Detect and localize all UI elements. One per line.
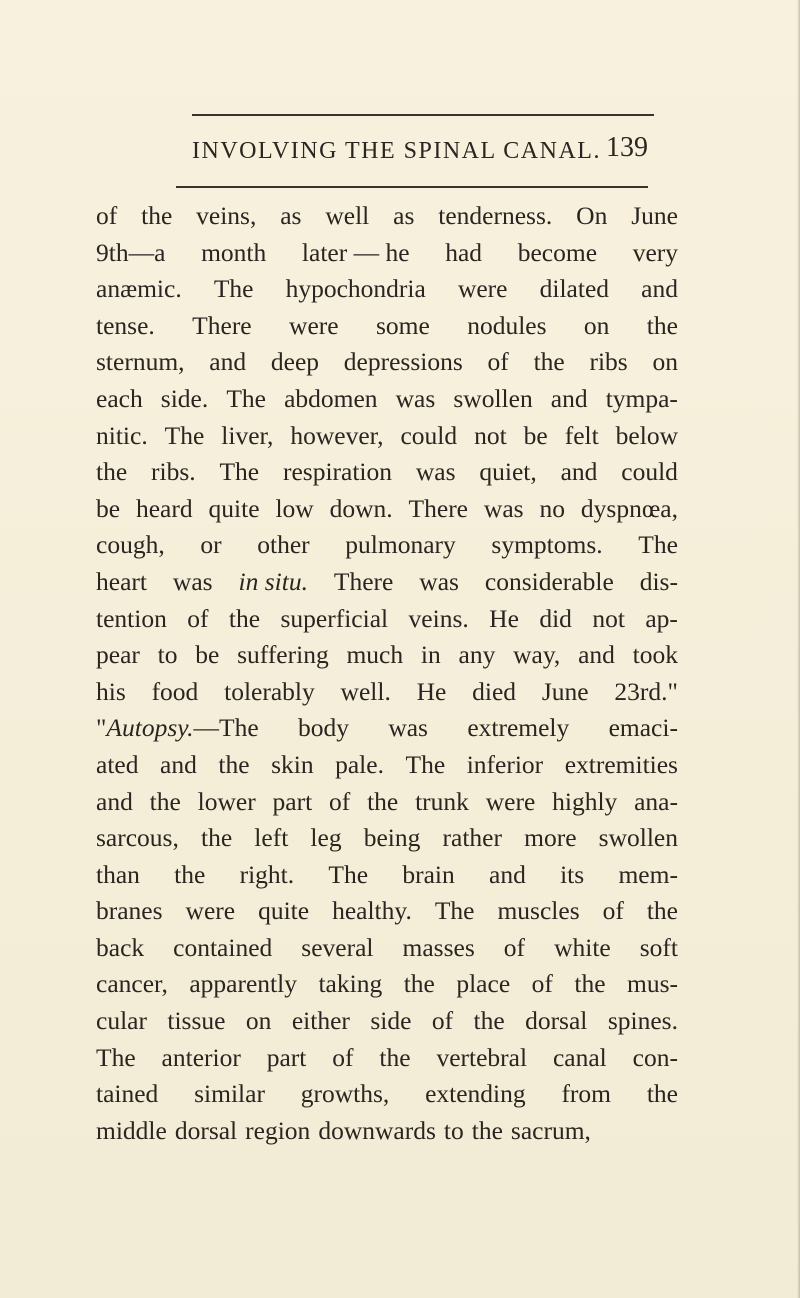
text-line [96,198,678,235]
text-line [96,820,678,857]
word: from [561,1079,612,1109]
word: canal [552,1042,607,1072]
word: extremely [467,713,570,743]
word: either [291,1006,350,1036]
word: ribs [589,347,628,377]
word: trunk [415,786,469,816]
word: the [471,1115,503,1145]
word: and [641,274,678,304]
word: tenderness. [438,201,553,230]
text-line [96,747,678,784]
word: inferior [466,749,544,779]
word: the [96,457,128,487]
word: tissue [167,1006,226,1036]
word: than [96,859,140,889]
word: similar [194,1079,265,1109]
word: in [420,640,441,670]
text-line [96,637,678,674]
word: well [325,201,370,230]
word: part [272,786,313,816]
word: He [416,676,447,706]
word: ana- [634,786,678,816]
word: liver, [221,420,274,450]
word: was [419,566,459,596]
word: was [483,493,524,523]
word: He [489,603,519,633]
word: sacrum, [510,1115,591,1145]
word: of [187,603,209,633]
word: and [160,749,197,779]
word: The [434,896,475,926]
word: had [445,237,483,267]
word: mem- [618,859,678,889]
word: as [393,201,415,230]
running-head [192,132,662,172]
word: his [96,676,126,706]
word: the [367,786,399,816]
word: the [218,749,250,779]
word: left [254,823,289,853]
word: heart [96,566,147,596]
word: or [200,530,222,560]
word: June [541,676,589,706]
word: quite [258,896,310,926]
word: could [400,420,458,450]
word: There [192,310,252,340]
word: place [456,969,511,999]
word: The [96,1042,136,1072]
word: the [379,1042,411,1072]
word: could [621,457,678,487]
word: well. [340,676,391,706]
word: more [524,823,577,853]
word: much [346,640,404,670]
word: ribs. [151,457,196,487]
word: food [151,676,199,706]
word: spines. [607,1006,678,1036]
word: to [443,1115,464,1145]
word: 9th—a [96,237,166,267]
word: the [403,969,435,999]
word: the [228,603,261,633]
text-line [96,601,678,638]
word: highly [552,786,618,816]
word: of [602,896,624,926]
text-line [96,344,678,381]
word: taking [318,969,383,999]
word: vertebral [436,1042,528,1072]
word: the [473,1006,505,1036]
word: quite [208,493,260,523]
word: con- [632,1042,678,1072]
word: the [646,310,678,340]
text-line [96,1040,678,1077]
word: lower [197,786,256,816]
word: The [226,383,266,413]
word: quiet, [479,457,537,487]
text-line [96,893,678,930]
word: brain [402,859,455,889]
word: leg [310,823,342,853]
word: right. [239,859,295,889]
word: took [632,640,678,670]
word: healthy. [332,896,412,926]
word: tense. [96,310,155,340]
text-line [96,1003,678,1040]
word: side. [160,383,209,413]
word: skin [271,749,314,779]
word: of [96,201,118,230]
word: the [141,201,173,230]
word: cular [96,1006,147,1036]
word: apparently [189,969,297,999]
word: and [578,640,615,670]
word: middle [96,1115,167,1145]
word: each [96,383,143,413]
word: depressions [343,347,463,377]
word: were [457,274,508,304]
word: of [531,969,553,999]
word: sarcous, [96,823,179,853]
word: sternum, [96,347,185,377]
word: There [333,566,394,596]
word: pulmonary [345,530,456,560]
word: the [174,859,206,889]
word: The [638,530,678,560]
word: on [583,310,610,340]
text-line [96,966,678,1003]
word: pale. [335,749,384,779]
word: and [96,786,133,816]
page-number: 139 [606,132,648,163]
word: down. [329,493,393,523]
word: very [632,237,678,267]
word: tained [96,1079,159,1109]
word: June [631,201,678,230]
text-line [96,1113,678,1150]
header-top-rule [192,114,654,116]
word: emaci- [608,713,678,743]
word: region [245,1115,311,1145]
word: several [301,932,374,962]
word: hypochondria [285,274,426,304]
word: not [592,603,625,633]
word: The [219,457,260,487]
word: extremities [564,749,678,779]
word: was [172,566,213,596]
word: dilated [539,274,610,304]
word: was [395,383,436,413]
text-line [96,564,678,601]
word: branes [96,896,163,926]
text-line [96,710,678,747]
word: of [329,786,351,816]
word: tolerably [224,676,315,706]
text-line [96,308,678,345]
word: was [388,713,428,743]
text-line [96,527,678,564]
word: of [332,1042,354,1072]
word: the [646,1079,678,1109]
word: as [280,201,302,230]
word: veins. [408,603,469,633]
word: and [550,383,588,413]
word: suffering [237,640,329,670]
header-bottom-rule [176,186,648,188]
word: pear [96,640,140,670]
word: being [363,823,421,853]
word: cancer, [96,969,168,999]
word: deep [270,347,320,377]
word: dorsal [174,1115,238,1145]
word: some [375,310,430,340]
word: symptoms. [491,530,603,560]
word: The [213,274,254,304]
word: and [560,457,598,487]
word: growths, [300,1079,390,1109]
word: died [472,676,517,706]
word: was [415,457,456,487]
word: anæmic. [96,274,182,304]
word: superficial [280,603,389,633]
word: way, [513,640,561,670]
word: nitic. [96,420,148,450]
word: no [539,493,565,523]
text-line [96,381,678,418]
word: other [257,530,310,560]
word: later — he [301,237,410,267]
word: the [533,347,565,377]
word: extending [425,1079,526,1109]
word: muscles [497,896,580,926]
word: The [328,859,369,889]
word: be [523,420,548,450]
word: respiration [282,457,393,487]
word: dyspnœa, [580,493,678,523]
word: any [458,640,496,670]
word: on [245,1006,272,1036]
word: The [164,420,205,450]
word: swollen [598,823,678,853]
word: its [560,859,585,889]
word: the [201,823,233,853]
text-line [96,857,678,894]
word: did [539,603,572,633]
word: masses [402,932,475,962]
word: of [503,932,526,962]
word: become [517,237,598,267]
word: to [157,640,178,670]
word: the [646,896,678,926]
word: 23rd." [614,676,678,706]
word: on [652,347,678,377]
word: not [474,420,507,450]
text-line [96,1076,678,1113]
word: contained [173,932,273,962]
word: abdomen [284,383,378,413]
word: There [408,493,469,523]
word: body [298,713,350,743]
word: side [370,1006,412,1036]
word: nodules [467,310,547,340]
word: cough, [96,530,165,560]
word: The [405,749,446,779]
word: dis- [639,566,678,596]
word: back [96,932,145,962]
word: were [485,786,536,816]
word: mus- [627,969,678,999]
word: dorsal [525,1006,588,1036]
text-line [96,930,678,967]
word: tympa- [605,383,678,413]
word: the [574,969,606,999]
word: and [209,347,247,377]
word: below [615,420,678,450]
running-title: INVOLVING THE SPINAL CANAL. [192,138,601,164]
word: considerable [484,566,614,596]
word: be [195,640,220,670]
word: veins, [196,201,257,230]
word: ap- [645,603,678,633]
word: soft [639,932,678,962]
word: swollen [453,383,533,413]
word: low [275,493,314,523]
word: anterior [161,1042,241,1072]
word: downwards [318,1115,436,1145]
word: "Autopsy.—The [96,713,259,743]
word: heard [135,493,193,523]
word: part [266,1042,307,1072]
text-line [96,674,678,711]
word: On [576,201,608,230]
word: however, [290,420,384,450]
word: the [149,786,181,816]
word: were [185,896,236,926]
word: tention [96,603,167,633]
word: rather [442,823,502,853]
word: be [96,493,121,523]
word: felt [564,420,599,450]
text-line [96,454,678,491]
text-line [96,491,678,528]
text-line [96,784,678,821]
text-line [96,271,678,308]
text-line [96,235,678,272]
text-line [96,418,678,455]
word: and [489,859,526,889]
word: were [289,310,339,340]
word: in situ. [238,566,308,596]
word: white [554,932,611,962]
word: of [431,1006,454,1036]
word: month [201,237,267,267]
word: ated [96,749,139,779]
body-text [96,198,678,1149]
word: of [487,347,509,377]
